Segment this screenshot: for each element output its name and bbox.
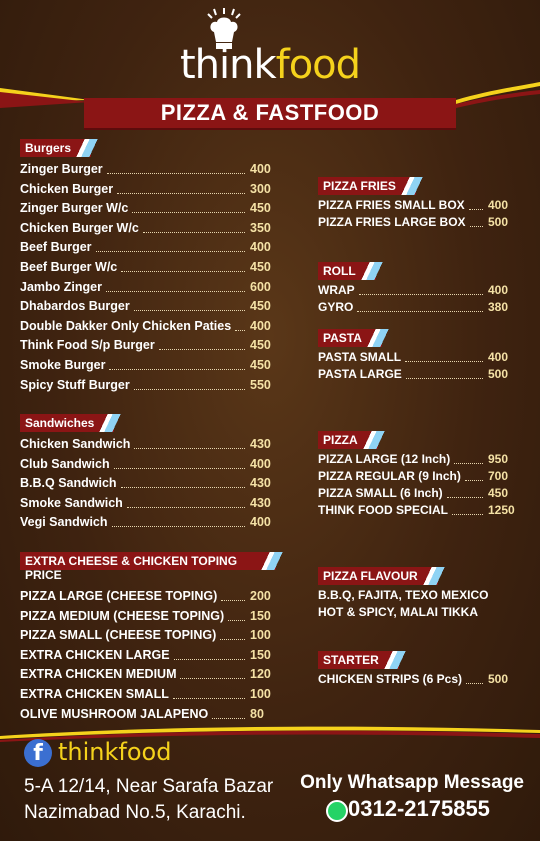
item-price: 450 [250, 338, 271, 353]
section-title [318, 177, 416, 195]
menu-item [318, 469, 516, 486]
section-title-text: PIZZA FLAVOUR [323, 569, 418, 583]
menu-item [318, 452, 516, 469]
dotted-leader [127, 507, 245, 508]
section-title [318, 567, 438, 585]
facebook-icon[interactable]: f [24, 739, 52, 767]
dotted-leader [235, 330, 245, 331]
item-name: EXTRA CHICKEN LARGE [20, 647, 170, 662]
item-name: PIZZA REGULAR (9 Inch) [318, 469, 461, 483]
item-price: 450 [250, 201, 271, 216]
stripes-decoration-icon [422, 567, 446, 585]
menu-item [20, 221, 276, 241]
dotted-leader [134, 448, 245, 449]
dotted-leader [174, 659, 245, 660]
dotted-leader [405, 361, 483, 362]
item-name: Jambo Zinger [20, 279, 102, 294]
menu-item [20, 515, 276, 535]
item-name: Think Food S/p Burger [20, 338, 155, 353]
facebook-page-name[interactable]: thinkfood [58, 738, 172, 766]
menu-item [20, 319, 276, 339]
item-name: WRAP [318, 283, 355, 297]
stripes-decoration-icon [400, 177, 424, 195]
section-title-text: PIZZA FRIES [323, 179, 396, 193]
item-price: 600 [250, 279, 271, 294]
item-name: PIZZA LARGE (CHEESE TOPING) [20, 589, 218, 603]
dotted-leader [212, 718, 245, 719]
item-name: Chicken Burger [20, 181, 114, 196]
section-title-text: ROLL [323, 264, 356, 278]
item-price: 450 [250, 259, 271, 274]
item-price: 430 [250, 437, 271, 451]
section-extra-cheese-chicken-toping-price [20, 552, 276, 726]
section-title [318, 329, 382, 347]
item-name: PASTA LARGE [318, 367, 402, 381]
menu-item [318, 350, 516, 367]
flavour-line [318, 605, 516, 622]
dotted-leader [452, 514, 483, 515]
section-pizza [318, 431, 516, 520]
section-title-text: STARTER [323, 653, 379, 667]
item-price: 150 [250, 647, 271, 662]
menu-list [318, 588, 516, 622]
whatsapp-icon [326, 800, 348, 822]
menu-item [20, 378, 276, 398]
menu-item [318, 503, 516, 520]
item-name: PIZZA FRIES LARGE BOX [318, 215, 466, 229]
stripes-decoration-icon [366, 329, 390, 347]
item-price: 500 [488, 367, 509, 381]
section-title [318, 431, 378, 449]
dotted-leader [121, 271, 245, 272]
menu-item [20, 589, 276, 609]
section-title-text: Sandwiches [25, 416, 95, 430]
menu-item [20, 437, 276, 457]
stripes-decoration-icon [383, 651, 407, 669]
item-price: 120 [250, 667, 271, 682]
item-price: 1250 [488, 503, 515, 517]
dotted-leader [228, 620, 245, 621]
item-name: THINK FOOD SPECIAL [318, 503, 449, 517]
item-name: GYRO [318, 300, 354, 314]
stripes-decoration-icon [260, 552, 284, 570]
item-name: Vegi Sandwich [20, 515, 108, 530]
menu-item [318, 300, 516, 317]
item-name: Beef Burger [20, 240, 92, 255]
item-price: 450 [488, 486, 509, 500]
address-line-1: 5-A 12/14, Near Sarafa Bazar [24, 776, 274, 797]
item-price: 550 [250, 377, 271, 392]
dotted-leader [117, 193, 245, 194]
dotted-leader [220, 639, 245, 640]
item-price: 380 [488, 300, 509, 314]
menu-item [20, 338, 276, 358]
menu-list [318, 672, 516, 689]
section-title [318, 651, 399, 669]
section-pasta [318, 329, 516, 384]
item-name: B.B.Q Sandwich [20, 476, 117, 491]
item-name: PIZZA FRIES SMALL BOX [318, 198, 465, 212]
menu-item [318, 198, 516, 215]
menu-item [20, 299, 276, 319]
item-name: Smoke Burger [20, 357, 106, 372]
item-price: 400 [488, 350, 509, 364]
dotted-leader [357, 311, 483, 312]
item-name: Dhabardos Burger [20, 299, 130, 314]
item-price: 400 [488, 283, 509, 297]
section-title [318, 262, 376, 280]
item-name: PIZZA SMALL (CHEESE TOPING) [20, 628, 217, 643]
menu-item [20, 457, 276, 477]
item-name: Club Sandwich [20, 456, 110, 471]
page-title: PIZZA & FASTFOOD [160, 100, 380, 125]
menu-item [318, 367, 516, 384]
dotted-leader [454, 463, 483, 464]
menu-item [318, 283, 516, 300]
stripes-decoration-icon [98, 414, 122, 432]
menu-item [20, 628, 276, 648]
dotted-leader [121, 487, 245, 488]
menu-list [20, 162, 276, 397]
menu-list [20, 589, 276, 726]
menu-item [20, 648, 276, 668]
menu-item [20, 609, 276, 629]
menu-item [318, 672, 516, 689]
menu-item [20, 280, 276, 300]
dotted-leader [112, 526, 245, 527]
item-name: EXTRA CHICKEN SMALL [20, 686, 169, 701]
dotted-leader [221, 600, 245, 601]
menu-list [318, 452, 516, 520]
dotted-leader [106, 291, 245, 292]
section-title-text: PASTA [323, 331, 362, 345]
item-price: 350 [250, 220, 271, 235]
flavour-text: HOT & SPICY, MALAI TIKKA [318, 605, 479, 619]
dotted-leader [470, 226, 483, 227]
dotted-leader [114, 468, 245, 469]
item-price: 500 [488, 672, 509, 686]
menu-item [20, 240, 276, 260]
dotted-leader [359, 294, 483, 295]
item-price: 430 [250, 495, 271, 510]
item-name: PIZZA LARGE (12 Inch) [318, 452, 451, 466]
item-price: 150 [250, 608, 271, 623]
item-price: 450 [250, 299, 271, 314]
section-title-text: EXTRA CHEESE & CHICKEN TOPING PRICE [25, 554, 238, 582]
dotted-leader [96, 251, 245, 252]
item-name: Zinger Burger W/c [20, 201, 129, 216]
item-price: 100 [250, 628, 271, 643]
menu-item [20, 476, 276, 496]
menu-item [20, 358, 276, 378]
item-name: PIZZA MEDIUM (CHEESE TOPING) [20, 608, 225, 623]
dotted-leader [143, 232, 245, 233]
item-price: 500 [488, 215, 509, 229]
dotted-leader [109, 369, 245, 370]
menu-list [318, 283, 516, 317]
stripes-decoration-icon [75, 139, 99, 157]
flavour-text: B.B.Q, FAJITA, TEXO MEXICO [318, 588, 489, 602]
item-name: Chicken Sandwich [20, 437, 131, 451]
section-title-text: Burgers [25, 141, 72, 155]
menu-item [20, 667, 276, 687]
dotted-leader [134, 310, 245, 311]
item-price: 400 [250, 456, 271, 471]
menu-item [20, 201, 276, 221]
dotted-leader [447, 497, 483, 498]
item-name: Spicy Stuff Burger [20, 377, 130, 392]
item-price: 400 [250, 162, 271, 176]
dotted-leader [173, 698, 245, 699]
brand-logo: thinkfood [179, 42, 361, 88]
menu-item [20, 162, 276, 182]
section-title [20, 552, 276, 582]
item-name: Chicken Burger W/c [20, 220, 139, 235]
item-price: 450 [250, 357, 271, 372]
section-title-text: PIZZA [323, 433, 358, 447]
section-title [20, 414, 114, 432]
dotted-leader [465, 480, 483, 481]
item-price: 400 [250, 318, 271, 333]
item-name: PASTA SMALL [318, 350, 402, 364]
item-name: OLIVE MUSHROOM JALAPENO [20, 706, 209, 721]
section-sandwiches [20, 414, 276, 535]
item-price: 700 [488, 469, 509, 483]
section-pizza-fries [318, 177, 516, 232]
section-burgers [20, 139, 276, 397]
section-roll [318, 262, 516, 317]
section-starter [318, 651, 516, 689]
phone-number[interactable]: 0312-2175855 [348, 796, 490, 821]
dotted-leader [159, 349, 245, 350]
item-name: Beef Burger W/c [20, 259, 118, 274]
dotted-leader [107, 173, 245, 174]
item-price: 400 [488, 198, 509, 212]
item-name: Zinger Burger [20, 162, 103, 176]
item-price: 200 [250, 589, 271, 603]
dotted-leader [132, 212, 245, 213]
item-name: PIZZA SMALL (6 Inch) [318, 486, 443, 500]
menu-item [20, 687, 276, 707]
menu-list [20, 437, 276, 535]
item-price: 950 [488, 452, 509, 466]
item-price: 400 [250, 240, 271, 255]
section-title [20, 139, 91, 157]
item-price: 300 [250, 181, 271, 196]
menu-item [20, 182, 276, 202]
menu-item [20, 260, 276, 280]
dotted-leader [406, 378, 483, 379]
dotted-leader [180, 678, 245, 679]
menu-item [318, 486, 516, 503]
stripes-decoration-icon [362, 431, 386, 449]
dotted-leader [134, 389, 245, 390]
menu-list [318, 198, 516, 232]
item-price: 400 [250, 515, 271, 530]
menu-item [318, 215, 516, 232]
section-pizza-flavour [318, 567, 516, 622]
item-name: CHICKEN STRIPS (6 Pcs) [318, 672, 463, 686]
menu-item [20, 496, 276, 516]
item-price: 80 [250, 706, 264, 721]
flavour-line [318, 588, 516, 605]
item-name: Double Dakker Only Chicken Paties [20, 318, 232, 333]
stripes-decoration-icon [360, 262, 384, 280]
item-price: 100 [250, 686, 271, 701]
item-price: 430 [250, 476, 271, 491]
item-name: EXTRA CHICKEN MEDIUM [20, 667, 177, 682]
menu-list [318, 350, 516, 384]
item-name: Smoke Sandwich [20, 495, 123, 510]
whatsapp-label: Only Whatsapp Message [300, 772, 524, 793]
address-line-2: Nazimabad No.5, Karachi. [24, 802, 246, 823]
dotted-leader [466, 683, 483, 684]
dotted-leader [469, 209, 483, 210]
